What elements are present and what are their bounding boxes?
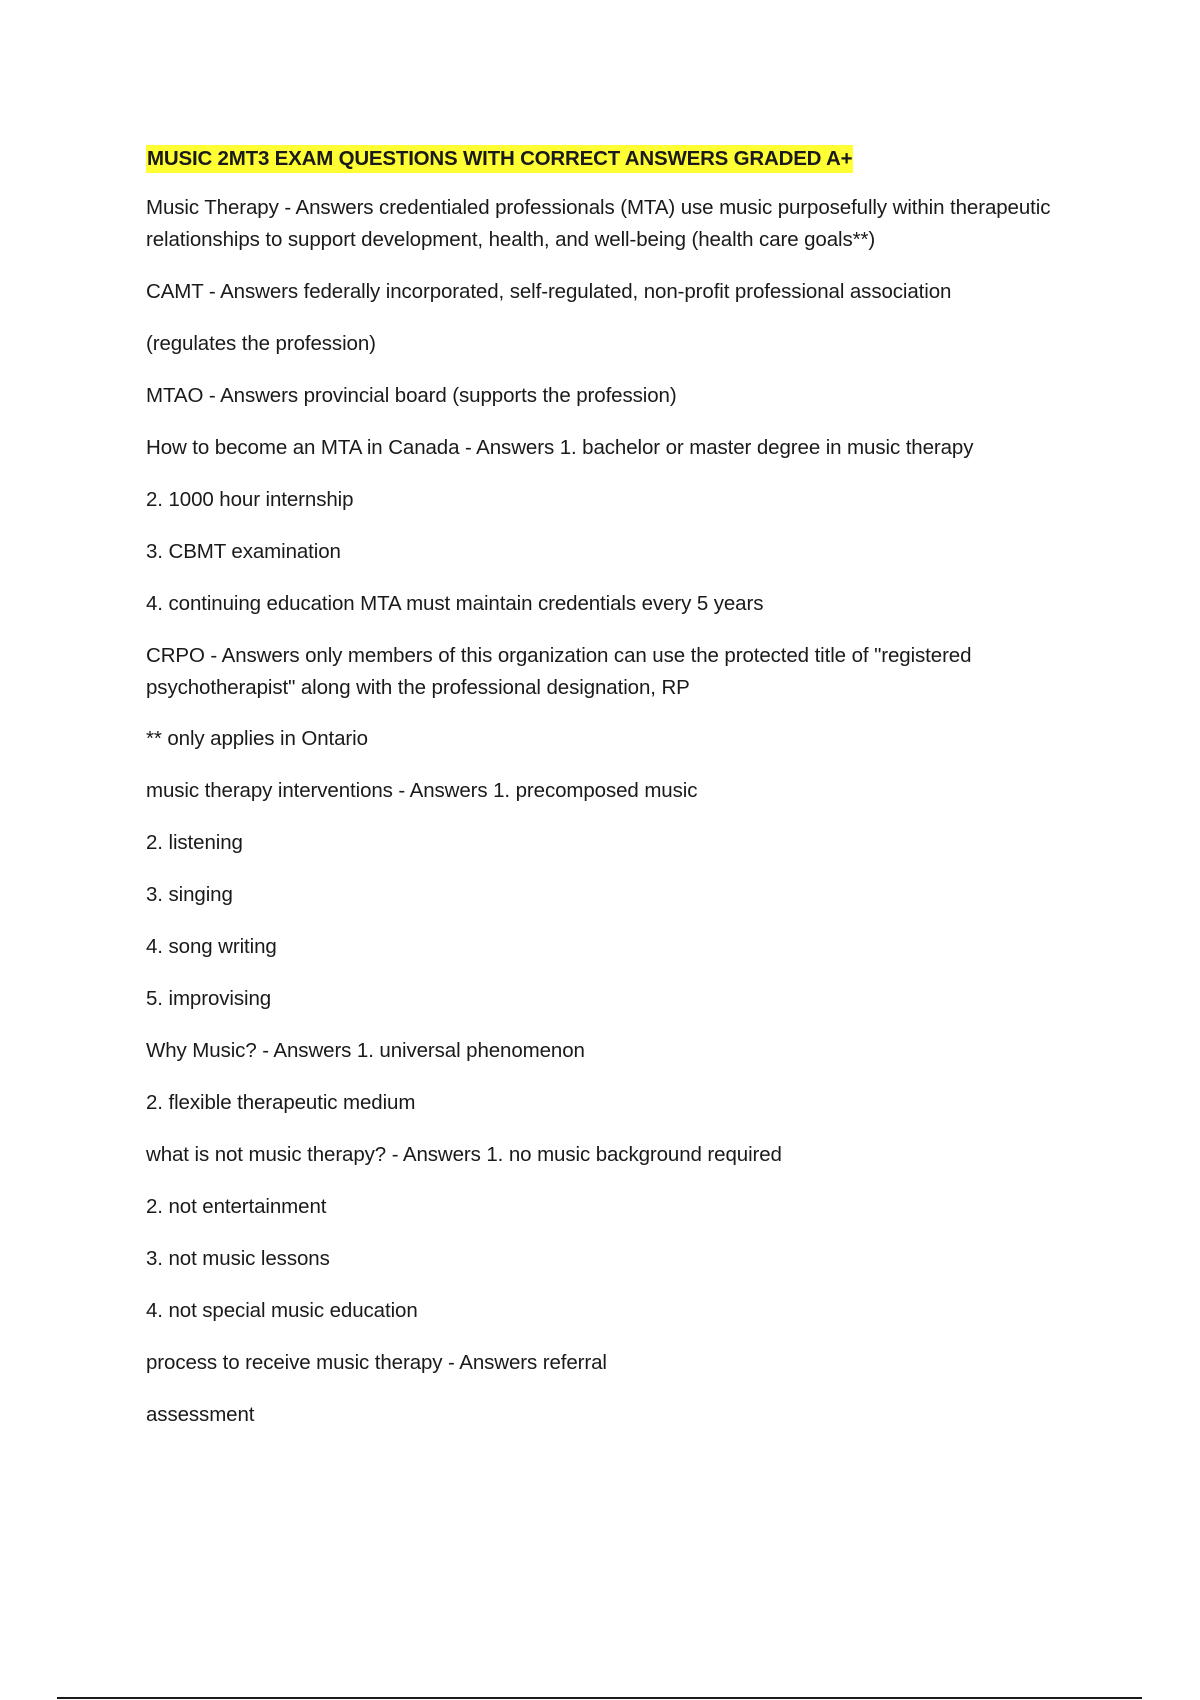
title-highlight: MUSIC 2MT3 EXAM QUESTIONS WITH CORRECT ANSWERS GRADED A+ <box>146 145 853 173</box>
paragraph-camt: CAMT - Answers federally incorporated, self-regulated, non-profit professional association <box>146 280 952 303</box>
footer-divider <box>57 1697 1142 1699</box>
paragraph-ontario-note: ** only applies in Ontario <box>146 727 368 750</box>
document-body <box>146 143 1096 1451</box>
paragraph-camt-note: (regulates the profession) <box>146 332 376 355</box>
paragraph-interventions-5: 5. improvising <box>146 987 272 1010</box>
paragraph-interventions: music therapy interventions - Answers 1. precomposed music <box>146 779 698 802</box>
paragraph-become-mta-3: 3. CBMT examination <box>146 540 341 563</box>
paragraph-why-music-2: 2. flexible therapeutic medium <box>146 1091 416 1114</box>
paragraph-process: process to receive music therapy - Answers referral <box>146 1351 607 1374</box>
paragraph-become-mta-2: 2. 1000 hour internship <box>146 488 354 511</box>
paragraph-interventions-4: 4. song writing <box>146 935 277 958</box>
paragraph-become-mta: How to become an MTA in Canada - Answers 1. bachelor or master degree in music therapy <box>146 436 974 459</box>
document-title <box>146 143 1096 174</box>
paragraph-mtao: MTAO - Answers provincial board (supports the profession) <box>146 384 677 407</box>
paragraph-not-music-therapy: what is not music therapy? - Answers 1. no music background required <box>146 1143 782 1166</box>
paragraph-why-music: Why Music? - Answers 1. universal phenomenon <box>146 1039 585 1062</box>
paragraph-process-2: assessment <box>146 1403 255 1426</box>
paragraph-music-therapy: Music Therapy - Answers credentialed professionals (MTA) use music purposefully within therapeutic relationships to support development, health, and well-being (health care goals**) <box>146 196 1051 251</box>
paragraph-not-music-therapy-3: 3. not music lessons <box>146 1247 330 1270</box>
paragraph-interventions-3: 3. singing <box>146 883 233 906</box>
paragraph-become-mta-4: 4. continuing education MTA must maintain credentials every 5 years <box>146 592 764 615</box>
paragraph-not-music-therapy-2: 2. not entertainment <box>146 1195 327 1218</box>
paragraph-interventions-2: 2. listening <box>146 831 243 854</box>
paragraph-not-music-therapy-4: 4. not special music education <box>146 1299 418 1322</box>
paragraph-crpo: CRPO - Answers only members of this organization can use the protected title of "registered psychotherapist" along with the professional designation, RP <box>146 644 972 699</box>
